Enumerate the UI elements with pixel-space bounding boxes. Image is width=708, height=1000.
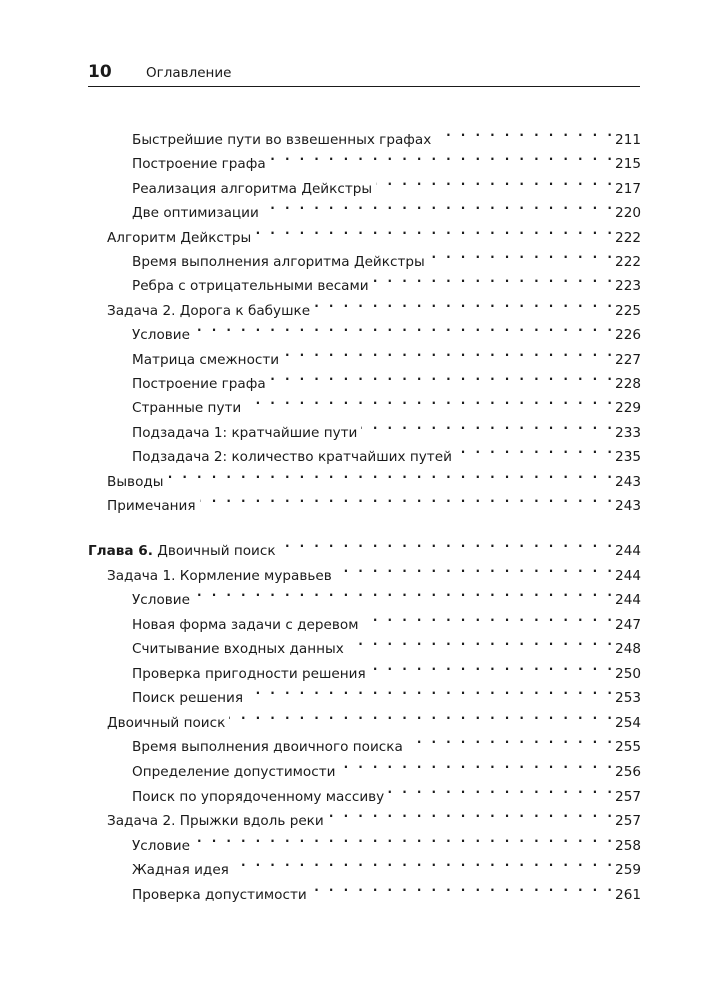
toc-entry-title: Примечания bbox=[107, 498, 196, 514]
dot-leader bbox=[168, 464, 614, 486]
toc-page-number: 261 bbox=[615, 886, 641, 903]
toc-page-number: 220 bbox=[615, 205, 641, 222]
toc-entry bbox=[132, 582, 641, 609]
toc-page-number: 254 bbox=[615, 714, 641, 731]
toc-entry bbox=[132, 415, 641, 441]
dot-leader bbox=[370, 656, 613, 678]
toc-page-number: 256 bbox=[615, 763, 641, 780]
toc-entry-title: Быстрейшие пути во взвешенных графах bbox=[132, 132, 432, 148]
toc-entry-title: Задача 1. Кормление муравьев bbox=[107, 567, 332, 584]
toc-entry-title: Проверка допустимости bbox=[132, 886, 307, 903]
toc-page-number: 211 bbox=[615, 132, 641, 148]
toc-entry-title: Условие bbox=[132, 592, 190, 609]
chapter-title: Двоичный поиск bbox=[152, 543, 276, 559]
dot-leader bbox=[280, 533, 613, 555]
dot-leader bbox=[376, 171, 613, 193]
toc-entry-title: Задача 2. Дорога к бабушке bbox=[107, 302, 311, 319]
toc-entry bbox=[107, 220, 641, 246]
toc-entry-title: Реализация алгоритма Дейкстры bbox=[132, 180, 373, 197]
toc-entry-title: Странные пути bbox=[132, 400, 242, 417]
toc-entry bbox=[132, 779, 641, 805]
toc-entry bbox=[132, 342, 641, 368]
toc-entry-title: Алгоритм Дейкстры bbox=[107, 229, 252, 246]
dot-leader bbox=[247, 680, 613, 702]
toc-entry-title: Две оптимизации bbox=[132, 205, 259, 222]
toc-entry bbox=[132, 877, 641, 903]
dot-leader bbox=[229, 705, 613, 727]
toc-page-number: 258 bbox=[615, 837, 641, 854]
toc-chapter-entry bbox=[88, 533, 641, 559]
page-number: 10 bbox=[88, 62, 112, 82]
toc-page-number: 255 bbox=[615, 739, 641, 756]
dot-leader bbox=[429, 244, 613, 266]
toc-entry-title: Ребра с отрицательными весами bbox=[132, 278, 369, 295]
toc-entry bbox=[107, 705, 641, 731]
dot-leader bbox=[348, 631, 613, 653]
toc-entry bbox=[132, 607, 641, 633]
toc-page-number: 257 bbox=[615, 813, 641, 830]
dot-leader bbox=[200, 488, 613, 510]
dot-leader bbox=[339, 754, 613, 776]
toc-page-number: 243 bbox=[615, 498, 641, 514]
toc-entry bbox=[132, 439, 641, 466]
toc-page-number: 226 bbox=[615, 327, 641, 344]
toc-page-number: 244 bbox=[615, 592, 641, 609]
toc-entry bbox=[132, 852, 641, 879]
toc-page-number: 233 bbox=[615, 424, 641, 441]
toc-entry bbox=[132, 268, 641, 295]
dot-leader bbox=[255, 220, 613, 242]
toc-page-number: 227 bbox=[615, 351, 641, 368]
dot-leader bbox=[361, 415, 613, 437]
dot-leader bbox=[456, 439, 613, 461]
toc-entry bbox=[132, 656, 641, 682]
toc-entry-title: Новая форма задачи с деревом bbox=[132, 616, 359, 633]
toc-entry-title: Задача 2. Прыжки вдоль реки bbox=[107, 813, 324, 830]
toc-entry-title: Построение графа bbox=[132, 156, 266, 173]
dot-leader bbox=[362, 607, 613, 629]
dot-leader bbox=[245, 390, 613, 412]
toc-page-number: 253 bbox=[615, 690, 641, 707]
dot-leader bbox=[263, 195, 613, 217]
dot-leader bbox=[314, 293, 613, 315]
toc-entry-title: Выводы bbox=[107, 473, 164, 490]
toc-entry-title: Двоичный поиск bbox=[107, 714, 226, 731]
toc-page-number: 247 bbox=[615, 616, 641, 633]
chapter-label: Глава 6. bbox=[88, 543, 153, 559]
toc-page-number: 229 bbox=[615, 400, 641, 417]
toc-page-number: 248 bbox=[615, 641, 641, 658]
toc-entry-title: Считывание входных данных bbox=[132, 641, 344, 658]
toc-entry-title: Определение допустимости bbox=[132, 763, 336, 780]
toc-page-number: 244 bbox=[615, 543, 641, 559]
toc-page-number: 257 bbox=[615, 788, 641, 805]
toc-entry-title: Проверка пригодности решения bbox=[132, 665, 366, 682]
toc-entry-title: Матрица смежности bbox=[132, 351, 280, 368]
toc-page-number: 250 bbox=[615, 665, 641, 682]
toc-entry-title: Время выполнения двоичного поиска bbox=[132, 739, 403, 756]
toc-entry-title: Подзадача 2: количество кратчайших путей bbox=[132, 449, 452, 466]
dot-leader bbox=[435, 122, 613, 144]
toc-entry-title: Поиск решения bbox=[132, 690, 244, 707]
toc-entry bbox=[132, 631, 641, 658]
toc-page-number: 223 bbox=[615, 278, 641, 295]
toc-entry bbox=[107, 464, 641, 490]
toc-entry bbox=[107, 558, 641, 584]
toc-entry bbox=[132, 122, 641, 148]
running-head: Оглавление bbox=[146, 65, 232, 81]
toc-entry bbox=[107, 803, 641, 830]
toc-page-number: 217 bbox=[615, 180, 641, 197]
toc-entry-title: Построение графа bbox=[132, 376, 266, 392]
toc-entry bbox=[132, 146, 641, 173]
toc-entry bbox=[107, 293, 641, 319]
toc-page-number: 243 bbox=[615, 473, 641, 490]
toc-page-number: 222 bbox=[615, 254, 641, 270]
toc-entry-title: Время выполнения алгоритма Дейкстры bbox=[132, 254, 425, 270]
toc-entry-title: Жадная идея bbox=[132, 862, 229, 879]
toc-page-number: 225 bbox=[615, 302, 641, 319]
dot-leader bbox=[270, 366, 613, 388]
toc-entry-title: Поиск по упорядоченному массиву bbox=[132, 788, 385, 805]
toc-entry bbox=[132, 244, 641, 270]
toc-entry bbox=[132, 680, 641, 707]
dot-leader bbox=[194, 828, 613, 850]
toc-page-number: 228 bbox=[615, 376, 641, 392]
dot-leader bbox=[270, 146, 613, 168]
toc-entry bbox=[132, 317, 641, 344]
toc-entry bbox=[132, 828, 641, 854]
page-header bbox=[88, 60, 640, 87]
toc-entry-title: Подзадача 1: кратчайшие пути bbox=[132, 424, 358, 441]
toc-page-number: 244 bbox=[615, 567, 641, 584]
toc-page-number: 215 bbox=[615, 156, 641, 173]
toc-entry bbox=[132, 729, 641, 756]
toc-page-number: 222 bbox=[615, 229, 641, 246]
toc-entry bbox=[132, 754, 641, 780]
dot-leader bbox=[283, 342, 613, 364]
toc-entry-title: Условие bbox=[132, 327, 190, 344]
toc-entry bbox=[107, 488, 641, 514]
dot-leader bbox=[311, 877, 613, 899]
dot-leader bbox=[407, 729, 613, 751]
dot-leader bbox=[336, 558, 613, 580]
toc-entry bbox=[132, 195, 641, 222]
dot-leader bbox=[194, 582, 613, 604]
toc-entry bbox=[132, 171, 641, 197]
dot-leader bbox=[388, 779, 613, 801]
dot-leader bbox=[233, 852, 613, 874]
toc-entry bbox=[132, 366, 641, 392]
dot-leader bbox=[194, 317, 613, 339]
dot-leader bbox=[373, 268, 613, 290]
toc-page-number: 259 bbox=[615, 862, 641, 879]
dot-leader bbox=[328, 803, 613, 825]
toc-entry-title: Условие bbox=[132, 837, 190, 854]
toc-entry bbox=[132, 390, 641, 417]
toc-page-number: 235 bbox=[615, 449, 641, 466]
